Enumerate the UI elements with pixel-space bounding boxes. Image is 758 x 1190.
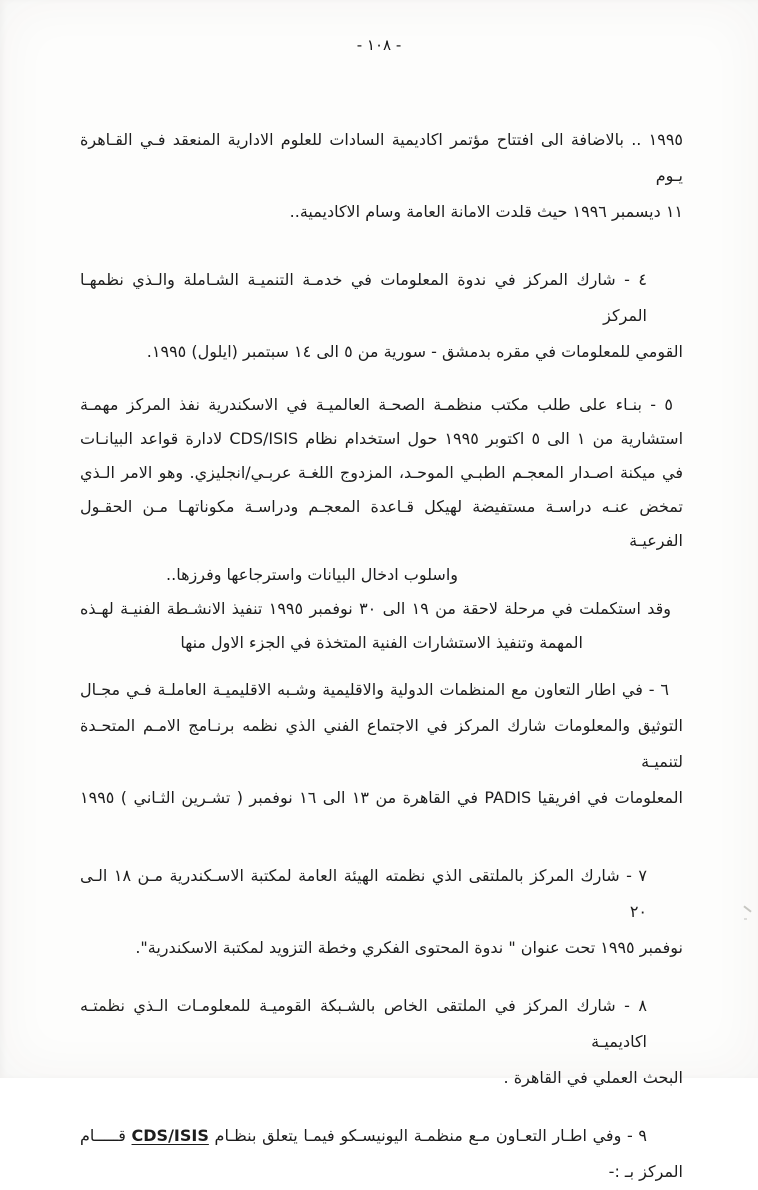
text-line	[80, 422, 683, 456]
text-segment: واسلوب ادخال البيانات واسترجاعها وفرزها..	[166, 565, 458, 584]
text-line	[80, 1154, 683, 1190]
text-line	[80, 930, 683, 966]
text-segment: ٩ - وفي اطـار التعـاون مـع منظمـة اليونيسـكو فيمـا يتعلق بنظـام	[208, 1126, 647, 1145]
paragraph-item-6	[80, 672, 683, 816]
document-body	[80, 0, 683, 1190]
text-line	[80, 194, 683, 230]
text-line	[80, 1118, 683, 1154]
text-line	[80, 672, 683, 708]
text-line	[80, 456, 683, 490]
text-line	[80, 490, 683, 558]
text-line	[80, 988, 683, 1060]
text-segment: المهمة وتنفيذ الاستشارات الفنية المتخذة في الجزء الاول منها	[180, 633, 583, 652]
paragraph-item-5	[80, 388, 683, 660]
paragraph-continuation	[80, 122, 683, 230]
text-segment: ٤ - شارك المركز في ندوة المعلومات في خدمـة التنميـة الشـاملة والـذي نظمهـا المركز	[80, 270, 647, 325]
text-line	[80, 558, 683, 592]
text-line	[80, 388, 683, 422]
text-segment: ١٩٩٥ .. بالاضافة الى افتتاح مؤتمر اكاديمية السادات للعلوم الادارية المنعقد فـي القـاهرة يـوم	[80, 130, 683, 185]
page-number: - ١٠٨ -	[356, 36, 402, 54]
text-segment: ١١ ديسمبر ١٩٩٦ حيث قلدت الامانة العامة وسام الاكاديمية..	[289, 202, 683, 221]
text-line	[80, 1060, 683, 1096]
paragraph-item-9	[80, 1118, 683, 1190]
text-line	[80, 592, 683, 626]
text-segment: استشارية من ١ الى ٥ اكتوبر ١٩٩٥ حول استخدام نظام CDS/ISIS لادارة قواعد البيانـات	[80, 429, 684, 448]
text-line	[80, 626, 683, 660]
text-line	[80, 334, 683, 370]
text-segment: البحث العملي في القاهرة .	[503, 1068, 683, 1087]
text-line	[80, 262, 683, 334]
paragraph-item-4	[80, 262, 683, 370]
system-name-emphasis: CDS/ISIS	[131, 1126, 209, 1145]
text-segment: ٥ - بنـاء على طلب مكتب منظمـة الصحـة العالميـة في الاسكندرية نفذ المركز مهمـة	[80, 395, 673, 414]
text-line	[80, 858, 683, 930]
scan-artifact	[743, 905, 751, 912]
text-segment: التوثيق والمعلومات شارك المركز في الاجتماع الفني الذي نظمه برنـامج الامـم المتحـدة لتنميـة	[80, 716, 683, 771]
text-segment: وقد استكملت في مرحلة لاحقة من ١٩ الى ٣٠ نوفمبر ١٩٩٥ تنفيذ الانشـطة الفنيـة لهـذه	[80, 599, 672, 618]
text-segment: نوفمبر ١٩٩٥ تحت عنوان " ندوة المحتوى الفكري وخطة التزويد لمكتبة الاسكندرية".	[135, 938, 683, 957]
text-segment: تمخض عنـه دراسـة مستفيضة لهيكل قـاعدة المعجـم ودراسـة مكوناتهـا مـن الحقـول الفرعيـة	[80, 497, 683, 550]
paragraph-item-7	[80, 858, 683, 966]
text-segment: القومي للمعلومات في مقره بدمشق - سورية من ٥ الى ١٤ سبتمبر (ايلول) ١٩٩٥.	[146, 342, 683, 361]
text-segment: المركز بـ :-	[608, 1162, 683, 1181]
text-line	[80, 708, 683, 780]
text-line	[80, 780, 683, 816]
text-segment: ٦ - في اطار التعاون مع المنظمات الدولية والاقليمية وشـبه الاقليميـة العاملـة فـي مجـال	[80, 680, 669, 699]
scan-artifact	[744, 918, 747, 920]
text-line	[80, 122, 683, 194]
paragraph-item-8	[80, 988, 683, 1096]
text-segment: ٧ - شارك المركز بالملتقى الذي نظمته الهيئة العامة لمكتبة الاسـكندرية مـن ١٨ الـى ٢٠	[80, 866, 647, 921]
text-segment: المعلومات في افريقيا PADIS في القاهرة من ١٣ الى ١٦ نوفمبر ( تشـرين الثـاني ) ١٩٩٥	[80, 788, 684, 807]
text-segment: ٨ - شارك المركز في الملتقى الخاص بالشـبكة القوميـة للمعلومـات الـذي نظمتـه اكاديميـة	[80, 996, 647, 1051]
text-segment: قـــــام	[80, 1126, 132, 1145]
text-segment: في ميكنة اصـدار المعجـم الطبـي الموحـد، المزدوج اللغـة عربـي/انجليزي. وهو الامر الـذي	[80, 463, 683, 482]
